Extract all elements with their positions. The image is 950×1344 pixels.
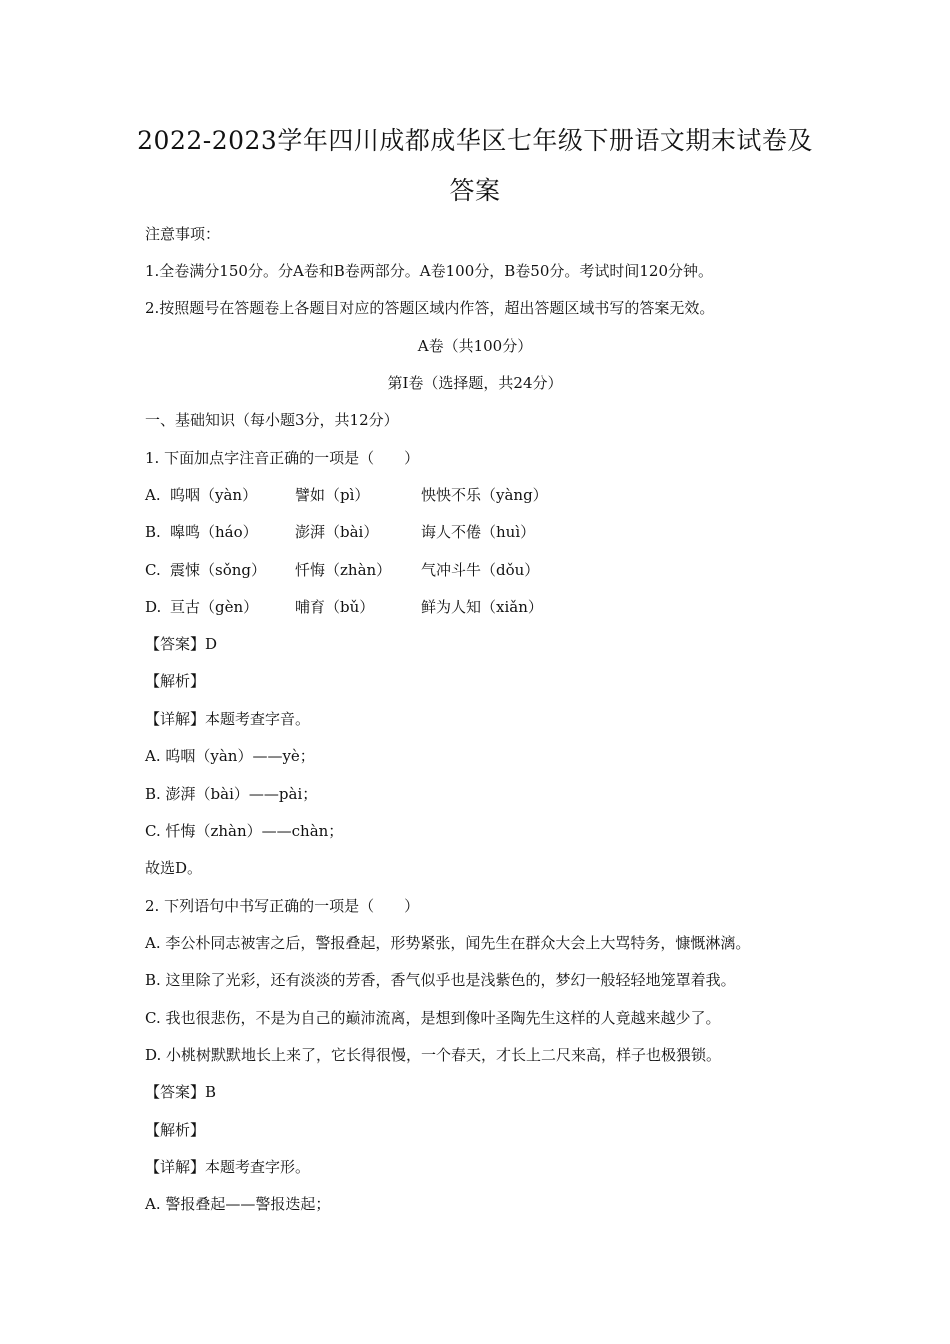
- section-1-heading: 一、基础知识（每小题3分，共12分）: [145, 411, 399, 429]
- option-label: C.: [145, 561, 161, 579]
- question-1-answer: 【答案】D: [145, 635, 218, 653]
- option-item: 气冲斗牛（dǒu）: [421, 561, 540, 579]
- document-title-line1: 2022-2023学年四川成都成华区七年级下册语文期末试卷及: [137, 126, 813, 155]
- question-2-answer: 【答案】B: [145, 1083, 217, 1101]
- question-2-analysis: 【解析】: [145, 1121, 206, 1139]
- option-item: 鲜为人知（xiǎn）: [421, 598, 543, 616]
- question-2-option-d: D. 小桃树默默地长上来了，它长得很慢，一个春天，才长上二尺来高，样子也极猥锁。: [145, 1046, 722, 1064]
- option-label: B.: [145, 523, 161, 541]
- option-item: 震悚（sǒng）: [170, 561, 266, 579]
- question-2-note-a: A. 警报叠起——警报迭起；: [145, 1195, 331, 1213]
- notice-heading: 注意事项：: [145, 225, 221, 243]
- question-1-note-a: A. 呜咽（yàn）——yè；: [145, 747, 315, 765]
- part-1-heading: 第Ⅰ卷（选择题，共24分）: [387, 374, 563, 392]
- question-2-option-a: A. 李公朴同志被害之后，警报叠起，形势紧张，闻先生在群众大会上大骂特务，慷慨淋漓。: [145, 934, 751, 952]
- option-item: 嗥鸣（háo）: [170, 523, 258, 541]
- notice-item-1: 1.全卷满分150分。分A卷和B卷两部分。A卷100分，B卷50分。考试时间120分钟。: [145, 262, 714, 280]
- question-1-stem: 1. 下面加点字注音正确的一项是（ ）: [145, 449, 420, 467]
- question-2-detail: 【详解】本题考查字形。: [145, 1158, 311, 1176]
- question-2-option-c: C. 我也很悲伤，不是为自己的巅沛流离，是想到像叶圣陶先生这样的人竟越来越少了。: [145, 1009, 721, 1027]
- question-2-option-b: B. 这里除了光彩，还有淡淡的芳香，香气似乎也是浅紫色的，梦幻一般轻轻地笼罩着我。: [145, 971, 736, 989]
- option-item: 譬如（pì）: [295, 486, 370, 504]
- option-item: 呜咽（yàn）: [170, 486, 258, 504]
- section-a-heading: A卷（共100分）: [417, 337, 533, 355]
- question-1-note-b: B. 澎湃（bài）——pài；: [145, 785, 318, 803]
- option-item: 哺育（bǔ）: [295, 598, 375, 616]
- question-1-analysis: 【解析】: [145, 672, 206, 690]
- option-label: D.: [145, 598, 162, 616]
- option-item: 怏怏不乐（yàng）: [421, 486, 548, 504]
- notice-item-2: 2.按照题号在答题卷上各题目对应的答题区域内作答，超出答题区域书写的答案无效。: [145, 299, 715, 317]
- question-1-detail: 【详解】本题考查字音。: [145, 710, 311, 728]
- option-label: A.: [145, 486, 161, 504]
- option-item: 忏悔（zhàn）: [295, 561, 392, 579]
- option-item: 诲人不倦（huì）: [421, 523, 536, 541]
- question-1-note-c: C. 忏悔（zhàn）——chàn；: [145, 822, 344, 840]
- question-2-stem: 2. 下列语句中书写正确的一项是（ ）: [145, 897, 420, 915]
- document-title-line2: 答案: [449, 176, 501, 205]
- option-item: 澎湃（bài）: [295, 523, 379, 541]
- option-item: 亘古（gèn）: [170, 598, 259, 616]
- question-1-conclusion: 故选D。: [145, 859, 203, 877]
